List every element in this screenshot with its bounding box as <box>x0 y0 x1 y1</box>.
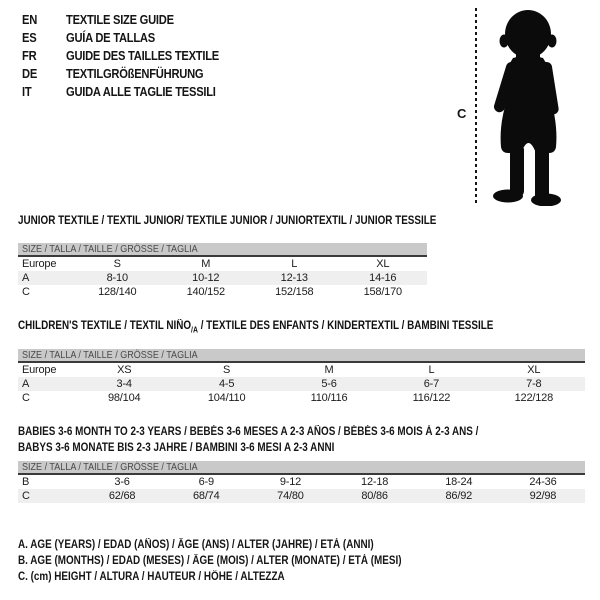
value-cell: 10-12 <box>192 272 220 284</box>
junior-age-row <box>18 271 427 285</box>
babies-textile-section <box>18 424 585 503</box>
size-cell: M <box>324 364 334 377</box>
row-label: A <box>22 378 30 391</box>
baby-silhouette-icon <box>483 8 571 206</box>
babies-size-header-bar <box>18 461 585 475</box>
value-cell: 86/92 <box>445 490 473 502</box>
value-cell: 140/152 <box>186 286 225 298</box>
children-textile-section <box>18 320 585 405</box>
title-part: CHILDREN'S TEXTILE / TEXTIL NIÑO <box>18 320 192 332</box>
height-measure-label: C <box>457 106 467 121</box>
babies-height-row <box>18 489 585 503</box>
value-cell: 80/86 <box>361 490 388 502</box>
children-age-row <box>18 377 585 391</box>
footnote-a <box>18 537 464 553</box>
value-cell: 12-18 <box>361 476 389 488</box>
size-cell: XL <box>376 258 390 270</box>
title-subscript: /A <box>191 325 198 335</box>
babies-title-line2 <box>18 440 585 456</box>
value-cell: 3-4 <box>116 378 132 391</box>
language-code: ES <box>22 29 37 45</box>
value-cell: 152/158 <box>275 286 314 298</box>
size-cell: M <box>201 258 211 270</box>
row-label: C <box>22 392 30 405</box>
babies-size-header-text: SIZE / TALLA / TAILLE / GRÖSSE / TAGLIA <box>22 461 198 473</box>
value-cell: 122/128 <box>514 392 554 405</box>
children-section-title-text <box>18 320 493 336</box>
value-cell: 128/140 <box>98 286 137 298</box>
value-cell: 158/170 <box>363 286 402 298</box>
region-label: Europe <box>22 258 57 270</box>
babies-title-line1-text: BABIES 3-6 MONTH TO 2-3 YEARS / BEBÉS 3-6 MESES A 2-3 AÑOS / BÉBÉS 3-6 MOIS À 2-3 ANS / <box>18 426 479 438</box>
children-size-header-text: SIZE / TALLA / TAILLE / GRÖSSE / TAGLIA <box>22 349 198 362</box>
babies-section-title <box>18 424 585 456</box>
language-code: IT <box>22 83 32 99</box>
language-item-es <box>22 28 244 46</box>
children-size-row <box>18 363 585 377</box>
language-title: TEXTILE SIZE GUIDE <box>66 11 174 27</box>
value-cell: 3-6 <box>114 476 130 488</box>
footnote-c-text: C. (cm) HEIGHT / ALTURA / HAUTEUR / HÖHE / ALTEZZA <box>18 571 285 583</box>
height-measure-dotted-line <box>475 8 477 206</box>
value-cell: 104/110 <box>207 392 246 405</box>
babies-title-line1 <box>18 424 585 440</box>
language-list <box>22 10 244 100</box>
row-label: A <box>22 272 30 284</box>
language-item-de <box>22 64 244 82</box>
junior-size-header-text: SIZE / TALLA / TAILLE / GRÖSSE / TAGLIA <box>22 243 198 255</box>
babies-months-row <box>18 475 585 489</box>
size-cell: XS <box>117 364 132 377</box>
babies-title-line2-text: BABYS 3-6 MONATE BIS 2-3 JAHRE / BAMBINI 3-6 MESI A 2-3 ANNI <box>18 442 335 454</box>
junior-size-header-bar <box>18 243 427 257</box>
junior-height-row <box>18 285 427 299</box>
value-cell: 74/80 <box>277 490 304 502</box>
value-cell: 98/104 <box>107 392 141 405</box>
value-cell: 116/122 <box>412 392 451 405</box>
row-label: C <box>22 490 30 502</box>
children-size-header-bar <box>18 349 585 363</box>
value-cell: 62/68 <box>108 490 136 502</box>
language-title: TEXTILGRÖßENFÜHRUNG <box>66 65 204 81</box>
language-item-fr <box>22 46 244 64</box>
title-part: / TEXTILE DES ENFANTS / KINDERTEXTIL / BAMBINI TESSILE <box>197 320 494 332</box>
value-cell: 8-10 <box>106 272 128 284</box>
junior-textile-section <box>18 215 437 299</box>
value-cell: 7-8 <box>526 378 542 391</box>
value-cell: 110/116 <box>310 392 348 405</box>
row-label: C <box>22 286 30 298</box>
value-cell: 68/74 <box>192 490 220 502</box>
value-cell: 5-6 <box>321 378 337 391</box>
value-cell: 4-5 <box>218 378 235 391</box>
value-cell: 6-7 <box>423 378 440 391</box>
value-cell: 24-36 <box>529 476 557 488</box>
size-cell: L <box>428 364 435 377</box>
language-code: DE <box>22 65 38 81</box>
children-section-title <box>18 320 585 336</box>
size-cell: S <box>223 364 231 377</box>
value-cell: 14-16 <box>369 272 397 284</box>
value-cell: 92/98 <box>529 490 557 502</box>
row-label: B <box>22 476 30 488</box>
value-cell: 12-13 <box>280 272 308 284</box>
value-cell: 6-9 <box>198 476 214 488</box>
value-cell: 18-24 <box>445 476 473 488</box>
junior-size-row <box>18 257 427 271</box>
footnote-a-text: A. AGE (YEARS) / EDAD (AÑOS) / ÂGE (ANS) / ALTER (JAHRE) / ETÀ (ANNI) <box>18 539 374 551</box>
junior-section-title-text: JUNIOR TEXTILE / TEXTIL JUNIOR/ TEXTILE JUNIOR / JUNIORTEXTIL / JUNIOR TESSILE <box>18 215 437 227</box>
children-height-row <box>18 391 585 405</box>
size-cell: S <box>113 258 121 270</box>
value-cell: 9-12 <box>279 476 302 488</box>
language-code: EN <box>22 11 38 27</box>
region-label: Europe <box>22 364 57 377</box>
language-code: FR <box>22 47 37 63</box>
language-item-en <box>22 10 244 28</box>
size-cell: L <box>291 258 298 270</box>
footnotes <box>18 537 464 585</box>
language-title: GUÍA DE TALLAS <box>66 29 155 45</box>
language-title: GUIDE DES TAILLES TEXTILE <box>66 47 219 63</box>
footnote-b-text: B. AGE (MONTHS) / EDAD (MESES) / ÂGE (MOIS) / ALTER (MONATE) / ETÀ (MESI) <box>18 555 402 567</box>
language-item-it <box>22 82 244 100</box>
size-cell: XL <box>527 364 541 377</box>
footnote-c <box>18 569 464 585</box>
footnote-b <box>18 553 464 569</box>
language-title: GUIDA ALLE TAGLIE TESSILI <box>66 83 216 99</box>
junior-section-title <box>18 215 437 228</box>
